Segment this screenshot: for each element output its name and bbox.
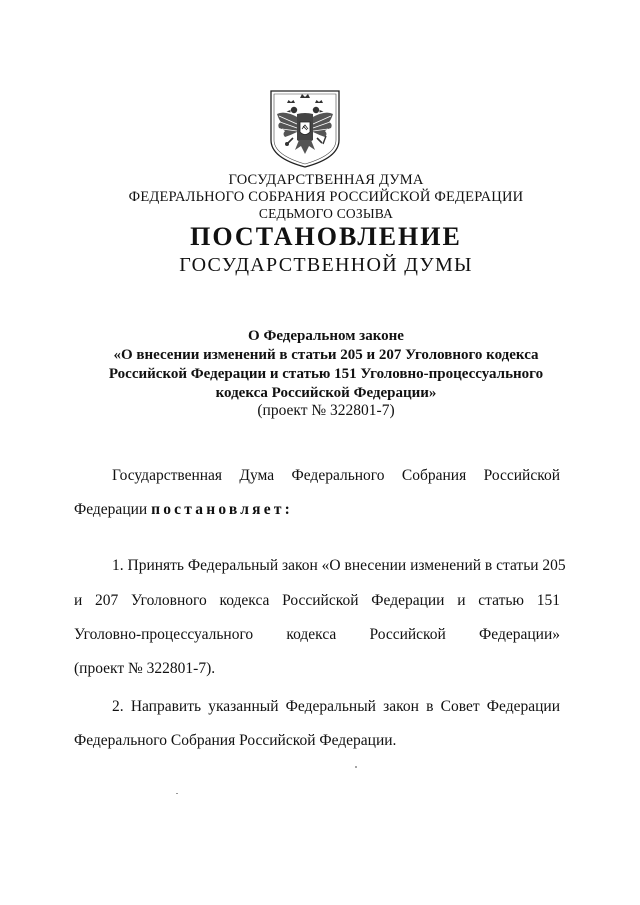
preamble-line-1: Государственная Дума Федерального Собрания Российской	[112, 467, 560, 484]
russian-coat-of-arms-icon	[263, 88, 347, 170]
document-type: ПОСТАНОВЛЕНИЕ	[190, 222, 462, 251]
preamble-verb: постановляет:	[151, 501, 293, 518]
scan-speck	[176, 793, 178, 794]
preamble-line-2-start: Федерации	[74, 501, 148, 518]
scan-speck	[355, 766, 357, 768]
document-issuer: ГОСУДАРСТВЕННОЙ ДУМЫ	[179, 254, 473, 276]
title-line-4: кодекса Российской Федерации»	[215, 385, 437, 401]
item1-line-4: (проект № 322801-7).	[74, 660, 216, 677]
project-number: (проект № 322801-7)	[257, 402, 395, 419]
title-line-3: Российской Федерации и статью 151 Уголовно-процессуального	[108, 366, 544, 382]
item1-line-3: Уголовно-процессуального кодекса Российской Федерации»	[74, 626, 560, 643]
institution-name: ГОСУДАРСТВЕННАЯ ДУМА	[228, 172, 424, 188]
institution-parent: ФЕДЕРАЛЬНОГО СОБРАНИЯ РОССИЙСКОЙ ФЕДЕРАЦИИ	[128, 189, 524, 205]
item1-line-2: и 207 Уголовного кодекса Российской Федерации и статью 151	[74, 592, 560, 609]
convocation: СЕДЬМОГО СОЗЫВА	[258, 206, 394, 221]
title-line-1: О Федеральном законе	[248, 328, 404, 344]
item2-line-1: 2. Направить указанный Федеральный закон в Совет Федерации	[112, 698, 560, 715]
item1-line-1: 1. Принять Федеральный закон «О внесении изменений в статьи 205	[112, 557, 566, 574]
title-line-2: «О внесении изменений в статьи 205 и 207 Уголовного кодекса	[113, 347, 539, 363]
preamble-line-2	[74, 500, 560, 520]
item2-line-2: Федерального Собрания Российской Федерации.	[74, 732, 397, 749]
